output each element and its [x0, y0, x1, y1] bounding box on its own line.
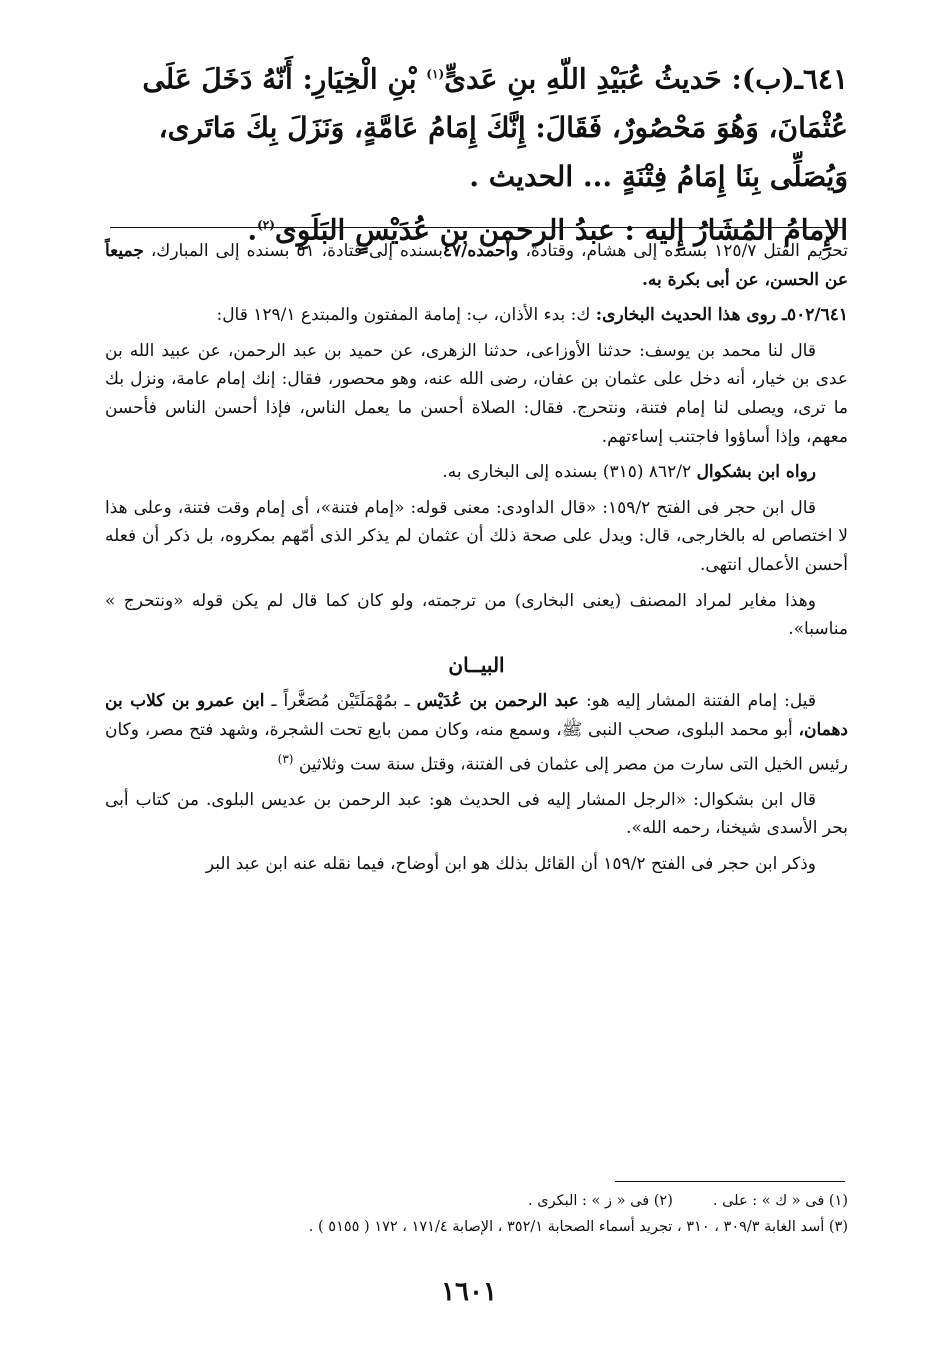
hadith-line1-end: بْنِ الْخِيَارِ: أَنّهُ دَخَلَ عَلَى عُثْمَانَ، وَهُوَ مَحْصُورٌ، فَقَالَ: إِنَّكَ إِمَامُ عَامَّةٍ، وَنَزَلَ بِكَ مَاتَرى، وَيُصَلِّى بِنَا إِمَامُ فِتْنَةٍ ... الحديث .: [142, 62, 848, 194]
note-paragraph-5: قال ابن حجر فى الفتح ١٥٩/٢: «قال الداودى: معنى قوله: «إمام فتنة»، أى إمام وقت فتنة، وعلى هذا لا اختصاص له بالخارجى، قال: ويدل على صحة ذلك أن عثمان لم يذكر الذى أمّهم بمكروه، بل ذكر أن فعله أحسن الأعمال انتهى.: [105, 497, 848, 575]
note-1c: بسنده إلى قتادة، ٥١ بسنده إلى المبارك،: [143, 241, 443, 261]
page-number: ١٦٠١: [441, 1277, 497, 1307]
main-divider: [110, 227, 845, 228]
note-7e: أبو محمد البلوى، صحب النبى ﷺ، وسمع منه، وكان ممن بايع تحت الشجرة، وشهد فتح مصر، وكان رئيس الخيل التى سارت من مصر إلى عثمان فى الفتنة، وقتل سنة ست وثلاثين: [105, 719, 848, 775]
note-2b: ك: بدء الأذان، ب: إمامة المفتون والمبتدع ١٢٩/١ قال:: [216, 305, 596, 326]
note-paragraph-1: [105, 237, 848, 294]
footnote-row-1: [150, 1188, 848, 1214]
note-7a: قيل: إمام الفتنة المشار إليه هو:: [578, 691, 817, 712]
note-paragraph-3: قال لنا محمد بن يوسف: حدثنا الأوزاعى، حدثنا الزهرى، عن حميد بن عبد الرحمن، عن عبيد الله بن عدى بن خيار، أنه دخل على عثمان بن عفان، رضى الله عنه، وهو محصور، فقال: إنك إمام عامة، ونزل بك ما ترى، ويصلى لنا إمام فتنة، ونتحرج. فقال: الصلاة أحسن ما يعمل الناس، فإذا أحسن الناس فأحسن معهم، وإذا أساؤوا فاجتنب إساءتهم.: [105, 340, 848, 447]
hadith-block: [105, 50, 848, 255]
hadith-imam-line: الإِمامُ المُشَارُ إِليه : عبدُ الرحمن بن عُدَيْسٍ البَلَوِى: [274, 213, 848, 247]
note-7b: عبد الرحمن بن عُدَيْس: [416, 691, 579, 712]
note-paragraph-9: وذكر ابن حجر فى الفتح ١٥٩/٢ أن القائل بذلك هو ابن أوضاح، فيما نقله عنه ابن عبد البر: [205, 853, 816, 874]
note-paragraph-4: [105, 458, 848, 487]
commentary: [105, 237, 848, 886]
note-1a: تحريم القتل ١٢٥/٧ بسنده إلى هشام، وقتادة،: [518, 241, 849, 261]
note-4b: ٨٦٢/٢ (٣١٥) بسنده إلى البخارى به.: [442, 462, 697, 483]
footnote-ref-2: (٢): [257, 218, 275, 233]
hadith-imam-line-end: .: [247, 213, 258, 247]
footnote-2: (٢) فى « ز » : البكرى .: [528, 1193, 673, 1209]
footnote-ref-1: (١): [426, 67, 445, 81]
note-paragraph-6: وهذا مغاير لمراد المصنف (يعنى البخارى) من ترجمته، ولو كان كما قال لم يكن قوله «ونتحرج » مناسبا».: [105, 590, 848, 640]
note-4a: رواه ابن بشكوال: [696, 462, 816, 483]
footnote-divider: [615, 1181, 845, 1182]
footnote-3: (٣) أسد الغابة ٣٠٩/٣ ، ٣١٠ ، تجريد أسماء الصحابة ٣٥٢/١ ، الإصابة ١٧١/٤ ، ١٧٢ ( ٥١٥٥ ) .: [308, 1219, 848, 1235]
hadith-number: ٦٤١: [802, 62, 848, 96]
hadith-text: [105, 50, 848, 255]
note-2a: ٥٠٢/٦٤١ـ روى هذا الحديث البخارى:: [595, 305, 848, 326]
footnotes: [150, 1188, 848, 1240]
note-paragraph-8: قال ابن بشكوال: «الرجل المشار إليه فى الحديث هو: عبد الرحمن بن عديس البلوى. من كتاب أبى بحر الأسدى شيخنا، رحمه الله».: [105, 789, 848, 839]
section-heading: البيــان: [448, 652, 505, 677]
note-7d: ابن عمرو بن كلاب بن دهمان،: [105, 691, 848, 740]
note-paragraph-7: [105, 687, 848, 778]
note-1d: جميعاً عن الحسن، عن أبى بكرة به.: [105, 241, 848, 290]
hadith-line1: ـ(ب): حَديثُ عُبَيْدِ اللّهِ بنِ عَدىٍّ: [444, 62, 803, 96]
note-paragraph-2: [105, 301, 848, 330]
footnote-1: (١) فى « ك » : على .: [712, 1193, 848, 1209]
note-1b: وأحمده/٤٧: [442, 241, 519, 261]
footnote-ref-3: (٣): [277, 751, 294, 766]
note-7c: ـ بمُهْمَلَتَيْن مُصَغَّراً ـ: [264, 691, 417, 712]
